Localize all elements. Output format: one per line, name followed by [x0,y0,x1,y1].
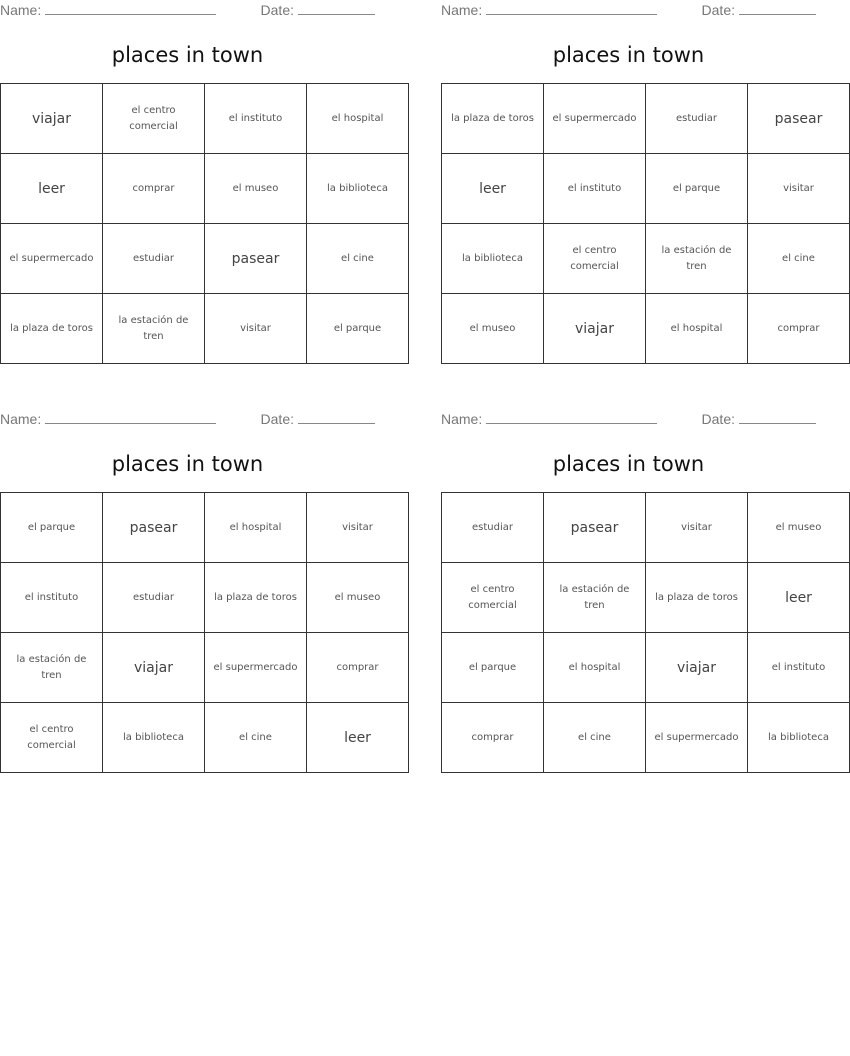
grid-row [442,493,850,563]
grid-cell: la biblioteca [307,154,409,224]
name-field [441,411,657,427]
grid-cell: estudiar [103,224,205,294]
grid-cell: el supermercado [205,633,307,703]
bingo-grid [0,83,409,364]
date-field [702,411,816,427]
grid-cell: viajar [1,84,103,154]
grid-cell: el supermercado [544,84,646,154]
date-field [261,2,375,18]
grid-cell: la plaza de toros [646,563,748,633]
grid-cell: visitar [205,294,307,364]
grid-cell: viajar [103,633,205,703]
date-blank-line [298,2,375,15]
grid-cell: leer [748,563,850,633]
card-header [441,0,816,20]
grid-cell: leer [442,154,544,224]
card-title: places in town [111,452,264,476]
bingo-grid [441,492,850,773]
grid-cell: la plaza de toros [1,294,103,364]
name-field [441,2,657,18]
grid-cell: estudiar [646,84,748,154]
grid-cell: el cine [307,224,409,294]
date-field [261,411,375,427]
grid-cell: visitar [646,493,748,563]
bingo-grid [441,83,850,364]
card-header [0,409,375,429]
grid-cell: el museo [748,493,850,563]
name-blank-line [45,2,216,15]
grid-cell: visitar [748,154,850,224]
grid-cell: el cine [544,703,646,773]
date-blank-line [298,411,375,424]
date-blank-line [739,2,816,15]
grid-row [442,224,850,294]
grid-row [1,633,409,703]
grid-cell: el museo [307,563,409,633]
grid-cell: el supermercado [1,224,103,294]
grid-cell: el cine [748,224,850,294]
grid-cell: el parque [1,493,103,563]
grid-cell: la plaza de toros [442,84,544,154]
grid-cell: la biblioteca [103,703,205,773]
bingo-card-1 [0,0,388,364]
name-blank-line [486,2,657,15]
grid-cell: el cine [205,703,307,773]
bingo-grid [0,492,409,773]
grid-row [1,294,409,364]
grid-cell: comprar [442,703,544,773]
grid-cell: el museo [205,154,307,224]
grid-row [1,563,409,633]
grid-cell: el hospital [205,493,307,563]
grid-cell: estudiar [103,563,205,633]
grid-cell: el hospital [307,84,409,154]
date-label: Date: [701,411,735,427]
grid-cell: la estación de tren [103,294,205,364]
grid-cell: viajar [544,294,646,364]
grid-row [442,633,850,703]
grid-row [1,493,409,563]
grid-cell: pasear [544,493,646,563]
grid-cell: el hospital [646,294,748,364]
grid-cell: comprar [307,633,409,703]
grid-cell: el parque [646,154,748,224]
name-label: Name: [0,2,42,18]
grid-cell: pasear [103,493,205,563]
date-label: Date: [701,2,735,18]
grid-row [442,294,850,364]
grid-cell: pasear [748,84,850,154]
name-label: Name: [0,411,42,427]
grid-cell: la biblioteca [442,224,544,294]
grid-cell: pasear [205,224,307,294]
grid-cell: la estación de tren [1,633,103,703]
grid-cell: la plaza de toros [205,563,307,633]
grid-cell: estudiar [442,493,544,563]
date-field [702,2,816,18]
name-field [0,411,216,427]
grid-cell: el museo [442,294,544,364]
grid-row [1,224,409,294]
name-label: Name: [441,411,483,427]
grid-row [1,703,409,773]
date-label: Date: [260,2,294,18]
name-field [0,2,216,18]
card-title: places in town [552,452,705,476]
card-header [441,409,816,429]
grid-row [1,154,409,224]
card-header [0,0,375,20]
bingo-card-3 [0,409,381,773]
grid-cell: el instituto [1,563,103,633]
grid-cell: el parque [307,294,409,364]
grid-cell: el instituto [748,633,850,703]
grid-cell: el centro comercial [544,224,646,294]
grid-row [442,84,850,154]
grid-cell: el centro comercial [1,703,103,773]
grid-cell: el hospital [544,633,646,703]
grid-row [1,84,409,154]
grid-cell: viajar [646,633,748,703]
name-label: Name: [441,2,483,18]
grid-cell: comprar [103,154,205,224]
grid-row [442,703,850,773]
grid-cell: la estación de tren [646,224,748,294]
grid-cell: comprar [748,294,850,364]
grid-cell: el supermercado [646,703,748,773]
date-blank-line [739,411,816,424]
bingo-card-2 [441,0,823,364]
grid-cell: el centro comercial [442,563,544,633]
date-label: Date: [260,411,294,427]
bingo-card-4 [441,409,829,773]
grid-cell: el centro comercial [103,84,205,154]
name-blank-line [486,411,657,424]
name-blank-line [45,411,216,424]
card-title: places in town [552,43,705,67]
grid-cell: leer [307,703,409,773]
grid-cell: visitar [307,493,409,563]
grid-cell: el parque [442,633,544,703]
card-title: places in town [111,43,264,67]
grid-cell: el instituto [544,154,646,224]
grid-row [442,563,850,633]
grid-cell: leer [1,154,103,224]
grid-cell: la estación de tren [544,563,646,633]
grid-row [442,154,850,224]
grid-cell: la biblioteca [748,703,850,773]
grid-cell: el instituto [205,84,307,154]
